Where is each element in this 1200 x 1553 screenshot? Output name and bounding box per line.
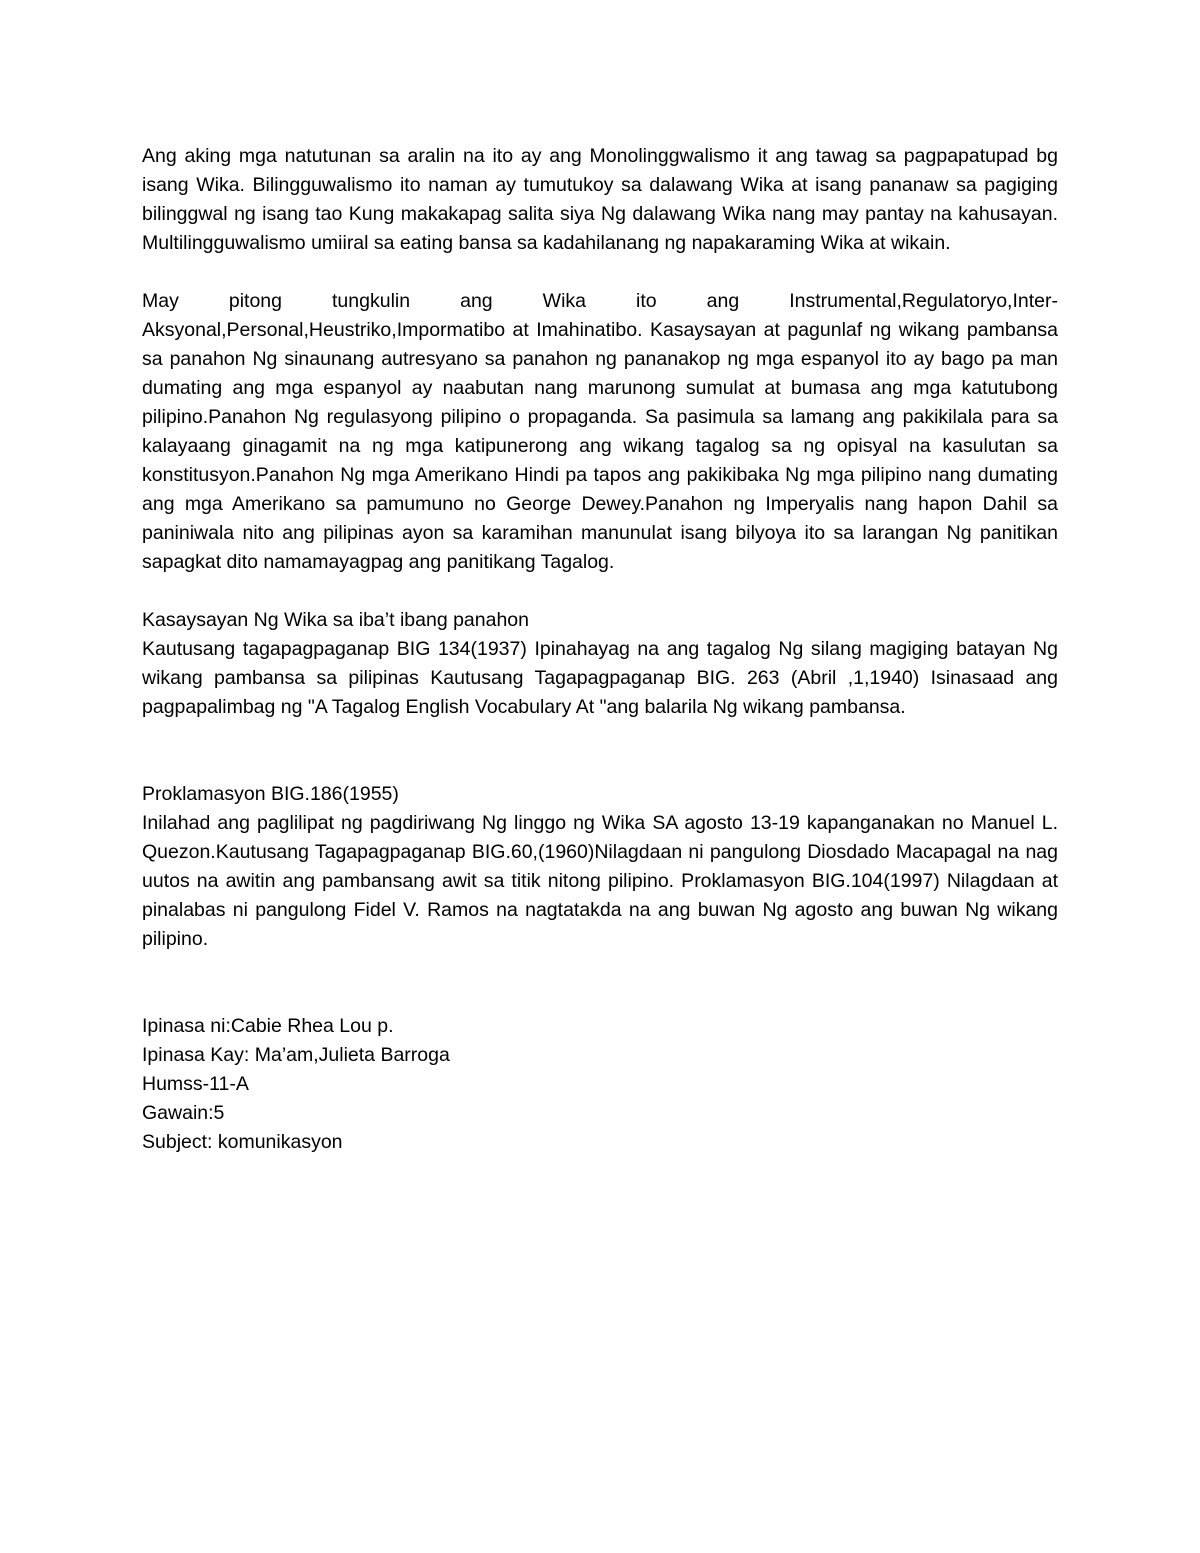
document-page (142, 142, 1058, 1157)
section-label: Humss-11-A (142, 1073, 249, 1095)
submitted-by: Ipinasa ni:Cabie Rhea Lou p. (142, 1015, 394, 1037)
subject-label: Subject: komunikasyon (142, 1131, 343, 1153)
paragraph-tungkulin-ng-wika: May pitong tungkulin ang Wika ito ang Instrumental,Regulatoryo,Inter-Aksyonal,Personal,Heustriko,Impormatibo at Imahinatibo. Kasaysayan at pagunlaf ng wikang pambansa sa panahon Ng sinaunang autresyano sa panahon ng pananakop ng mga espanyol ito ay bago pa man dumating ang mga espanyol ay naabutan nang marunong sumulat at bumasa ang mga katutubong pilipino.Panahon Ng regulasyong pilipino o propaganda. Sa pasimula sa lamang ang pakikilala para sa kalayaang ginagamit na ng mga katipunerong ang wikang tagalog sa ng opisyal na kasulutan sa konstitusyon.Panahon Ng mga Amerikano Hindi pa tapos ang pakikibaka Ng mga pilipino nang dumating ang mga Amerikano sa pamumuno no George Dewey.Panahon ng Imperyalis nang hapon Dahil sa paniniwala nito ang pilipinas ayon sa karamihan manunulat isang bilyoya ito sa larangan Ng panitikan sapagkat dito namamayagpag ang panitikang Tagalog. (142, 290, 1058, 573)
spacer (142, 258, 1058, 287)
activity-label: Gawain:5 (142, 1102, 225, 1124)
spacer (142, 722, 1058, 780)
paragraph-proklamasyon: Inilahad ang paglilipat ng pagdiriwang Ng linggo ng Wika SA agosto 13-19 kapanganakan no Manuel L. Quezon.Kautusang Tagapagpaganap BIG.60,(1960)Nilagdaan ni pangulong Diosdado Macapagal na nag uutos na awitin ang pambansang awit sa titik nitong pilipino. Proklamasyon BIG.104(1997) Nilagdaan at pinalabas ni pangulong Fidel V. Ramos na nagtatakda na ang buwan Ng agosto ang buwan Ng wikang pilipino. (142, 812, 1058, 950)
signature-block (142, 1012, 1058, 1157)
paragraph-kautusang-tagapagpaganap: Kautusang tagapagpaganap BIG 134(1937) Ipinahayag na ang tagalog Ng silang magiging batayan Ng wikang pambansa sa pilipinas Kautusang Tagapagpaganap BIG. 263 (Abril ,1,1940) Isinasaad ang pagpapalimbag ng "A Tagalog English Vocabulary At "ang balarila Ng wikang pambansa. (142, 638, 1058, 718)
spacer (142, 577, 1058, 606)
section-heading-proklamasyon: Proklamasyon BIG.186(1955) (142, 783, 399, 805)
paragraph-monolinggwalismo: Ang aking mga natutunan sa aralin na ito ay ang Monolinggwalismo it ang tawag sa pagpapatupad bg isang Wika. Bilingguwalismo ito naman ay tumutukoy sa dalawang Wika at isang pananaw sa pagiging bilinggwal ng isang tao Kung makakapag salita siya Ng dalawang Wika nang may pantay na kahusayan. Multilingguwalismo umiiral sa eating bansa sa kadahilanang ng napakaraming Wika at wikain. (142, 145, 1058, 254)
spacer (142, 954, 1058, 1012)
submitted-to: Ipinasa Kay: Ma’am,Julieta Barroga (142, 1044, 450, 1066)
section-heading-kasaysayan: Kasaysayan Ng Wika sa iba’t ibang panahon (142, 609, 529, 631)
